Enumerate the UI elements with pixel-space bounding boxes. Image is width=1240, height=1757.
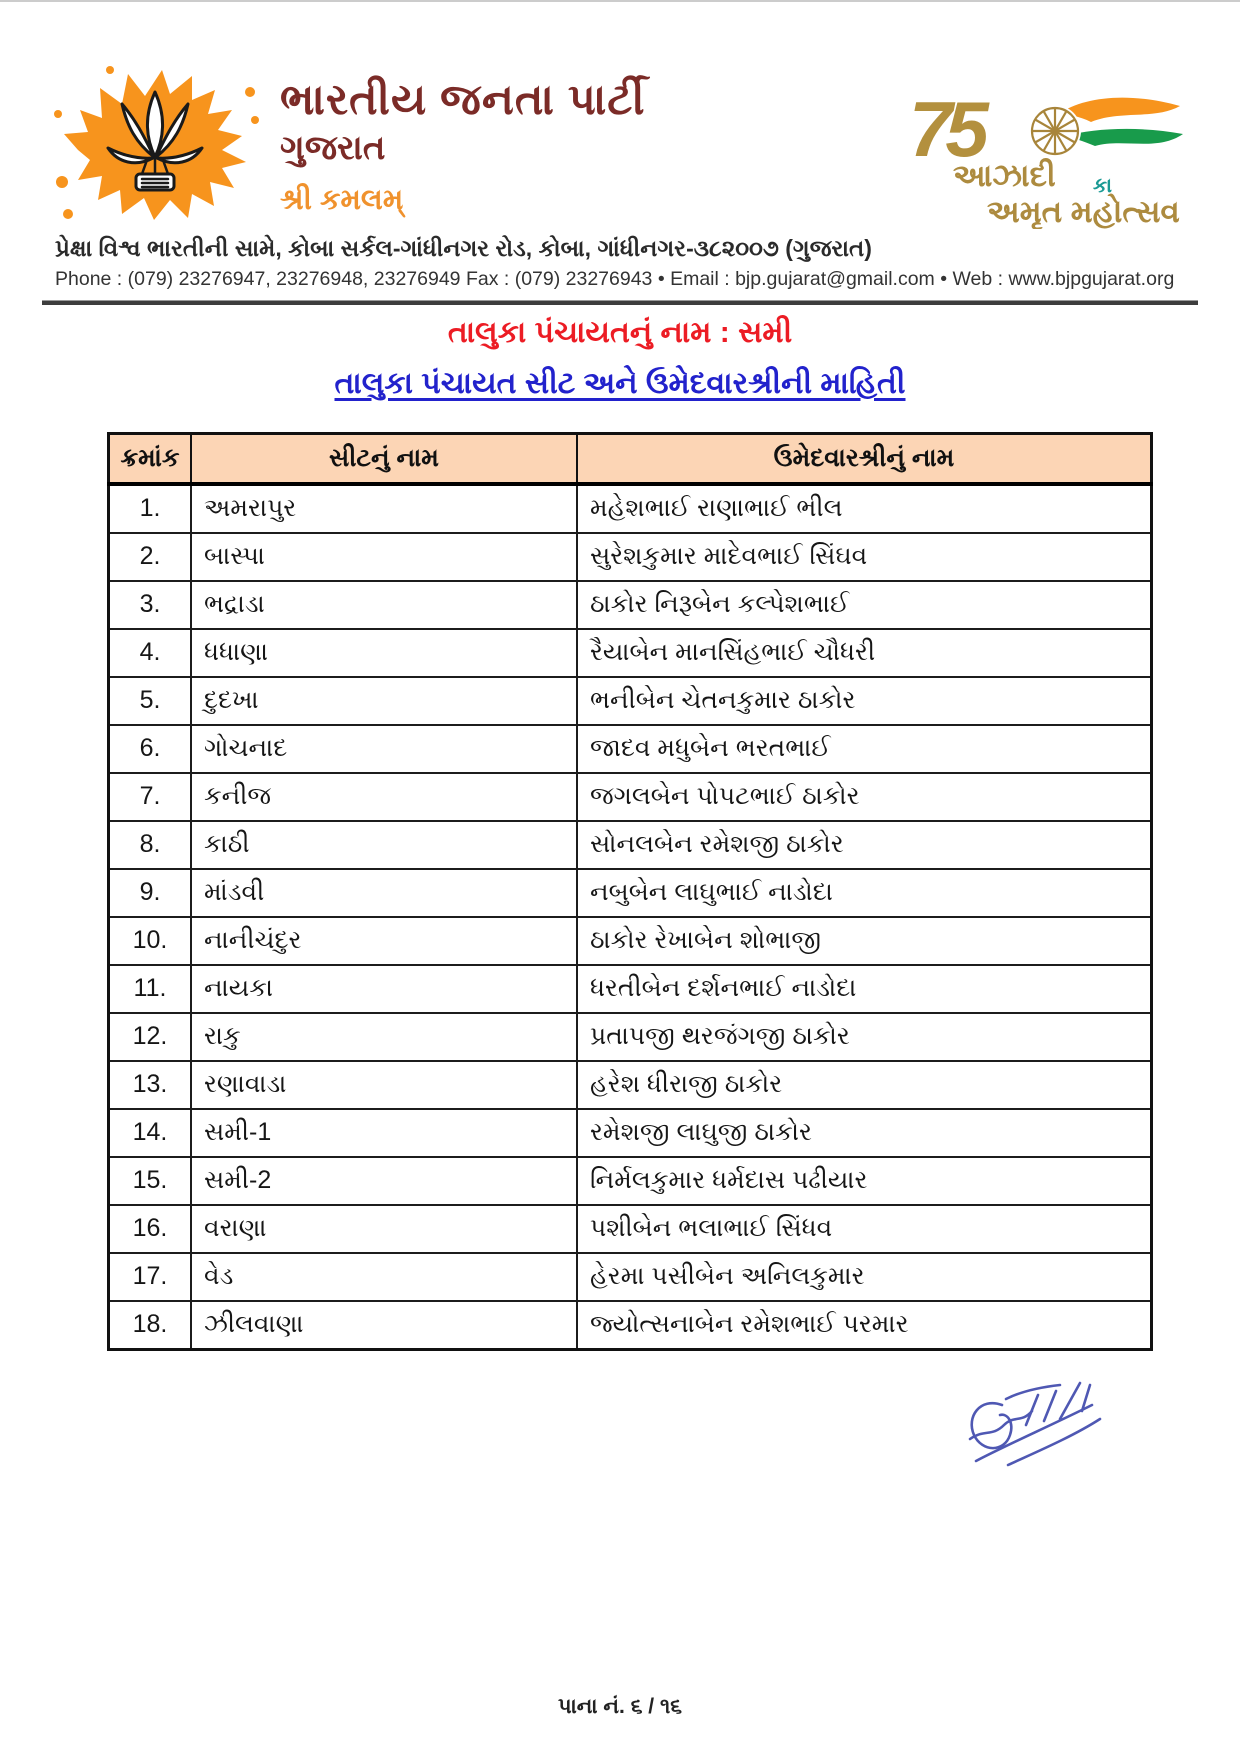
cell-candidate: જાદવ મધુબેન ભરતભાઈ [577, 725, 1152, 773]
cell-no: 13. [109, 1061, 192, 1109]
table-body [109, 484, 1152, 1350]
cell-no: 12. [109, 1013, 192, 1061]
table-row [109, 677, 1152, 725]
contact-info: Phone : (079) 23276947, 23276948, 23276949 Fax : (079) 23276943 • Email : bjp.gujarat@gmail.com • Web : www.bjpgujarat.org [55, 268, 1175, 290]
cell-seat: ધધાણા [191, 629, 577, 677]
table-row [109, 773, 1152, 821]
cell-no: 6. [109, 725, 192, 773]
cell-no: 9. [109, 869, 192, 917]
header-divider [42, 300, 1198, 305]
azadi-line2-text: અમૃત મહોત્સવ [987, 194, 1180, 229]
cell-no: 10. [109, 917, 192, 965]
table-row [109, 965, 1152, 1013]
cell-no: 15. [109, 1157, 192, 1205]
header-seat-name: સીટનું નામ [191, 434, 577, 485]
cell-candidate: નિર્મલકુમાર ધર્મદાસ પઢીયાર [577, 1157, 1152, 1205]
cell-no: 3. [109, 581, 192, 629]
cell-candidate: મહેશભાઈ રાણાભાઈ ભીલ [577, 484, 1152, 533]
party-name: ભારતીય જનતા પાર્ટી [280, 76, 646, 124]
cell-no: 4. [109, 629, 192, 677]
cell-seat: ગોચનાદ [191, 725, 577, 773]
state-name: ગુજરાત [280, 129, 386, 168]
table-row [109, 725, 1152, 773]
cell-seat: બાસ્પા [191, 533, 577, 581]
cell-no: 2. [109, 533, 192, 581]
cell-seat: વરાણા [191, 1205, 577, 1253]
cell-seat: રાકુ [191, 1013, 577, 1061]
cell-candidate: સોનલબેન રમેશજી ઠાકોર [577, 821, 1152, 869]
cell-seat: માંડવી [191, 869, 577, 917]
cell-seat: દુદખા [191, 677, 577, 725]
table-header [109, 434, 1152, 485]
cell-candidate: પશીબેન ભલાભાઈ સિંધવ [577, 1205, 1152, 1253]
header-serial: ક્રમાંક [109, 434, 192, 485]
table-row [109, 629, 1152, 677]
cell-candidate: હેરમા પસીબેન અનિલકુમાર [577, 1253, 1152, 1301]
cell-seat: અમરાપુર [191, 484, 577, 533]
cell-no: 11. [109, 965, 192, 1013]
table-row [109, 1013, 1152, 1061]
table-row [109, 1301, 1152, 1350]
table-row [109, 533, 1152, 581]
azadi-ka-text: કા [1093, 175, 1113, 197]
cell-no: 18. [109, 1301, 192, 1350]
page-title: તાલુકા પંચાયતનું નામ : સમી [447, 316, 793, 349]
cell-candidate: ભનીબેન ચેતનકુમાર ઠાકોર [577, 677, 1152, 725]
table-row [109, 917, 1152, 965]
cell-no: 8. [109, 821, 192, 869]
cell-candidate: ધરતીબેન દર્શનભાઈ નાડોદા [577, 965, 1152, 1013]
page-number: પાના નં. ૬ / ૧૬ [557, 1695, 683, 1718]
cell-seat: નાનીચંદુર [191, 917, 577, 965]
table-row [109, 1109, 1152, 1157]
table-row [109, 821, 1152, 869]
cell-no: 16. [109, 1205, 192, 1253]
cell-candidate: જગલબેન પોપટભાઈ ઠાકોર [577, 773, 1152, 821]
cell-seat: ભદ્રાડા [191, 581, 577, 629]
cell-candidate: જ્યોત્સનાબેન રમેશભાઈ પરમાર [577, 1301, 1152, 1350]
office-address: પ્રેક્ષા વિશ્વ ભારતીની સામે, કોબા સર્કલ-ગાંધીનગર રોડ, કોબા, ગાંધીનગર-૩૮૨૦૦૭ (ગુજરાત) [55, 235, 872, 261]
candidate-table [107, 432, 1153, 1351]
cell-no: 7. [109, 773, 192, 821]
azadi-75-text: 75 [909, 85, 982, 173]
cell-no: 14. [109, 1109, 192, 1157]
table-row [109, 1061, 1152, 1109]
cell-candidate: રમેશજી લાઘુજી ઠાકોર [577, 1109, 1152, 1157]
office-name: શ્રી કમલમ્ [280, 184, 404, 217]
bjp-lotus-logo-icon [50, 62, 260, 227]
cell-no: 17. [109, 1253, 192, 1301]
table-row [109, 1157, 1152, 1205]
page-subtitle: તાલુકા પંચાયત સીટ અને ઉમેદવારશ્રીની માહિતી [334, 367, 906, 400]
signature-scribble [942, 1377, 1132, 1492]
cell-seat: સમી-2 [191, 1157, 577, 1205]
cell-candidate: રૈયાબેન માનસિંહભાઈ ચૌધરી [577, 629, 1152, 677]
cell-candidate: હરેશ ધીરાજી ઠાકોર [577, 1061, 1152, 1109]
cell-seat: ઝીલવાણા [191, 1301, 577, 1350]
cell-candidate: નબુબેન લાઘુભાઈ નાડોદા [577, 869, 1152, 917]
cell-candidate: પ્રતાપજી થરજંગજી ઠાકોર [577, 1013, 1152, 1061]
cell-no: 5. [109, 677, 192, 725]
azadi-amrit-mahotsav-logo [895, 74, 1195, 229]
azadi-line1-text: આઝાદી [953, 158, 1056, 193]
letterhead-titles [280, 78, 646, 217]
cell-candidate: સુરેશકુમાર માદેવભાઈ સિંઘવ [577, 533, 1152, 581]
cell-candidate: ઠાકોર નિરૂબેન કલ્પેશભાઈ [577, 581, 1152, 629]
table-row [109, 869, 1152, 917]
header-candidate-name: ઉમેદવારશ્રીનું નામ [577, 434, 1152, 485]
cell-seat: નાયકા [191, 965, 577, 1013]
cell-seat: સમી-1 [191, 1109, 577, 1157]
cell-seat: વેડ [191, 1253, 577, 1301]
table-row [109, 1253, 1152, 1301]
cell-seat: કાઠી [191, 821, 577, 869]
table-row [109, 484, 1152, 533]
cell-candidate: ઠાકોર રેખાબેન શોભાજી [577, 917, 1152, 965]
table-row [109, 1205, 1152, 1253]
cell-no: 1. [109, 484, 192, 533]
table-row [109, 581, 1152, 629]
cell-seat: રણાવાડા [191, 1061, 577, 1109]
cell-seat: કનીજ [191, 773, 577, 821]
